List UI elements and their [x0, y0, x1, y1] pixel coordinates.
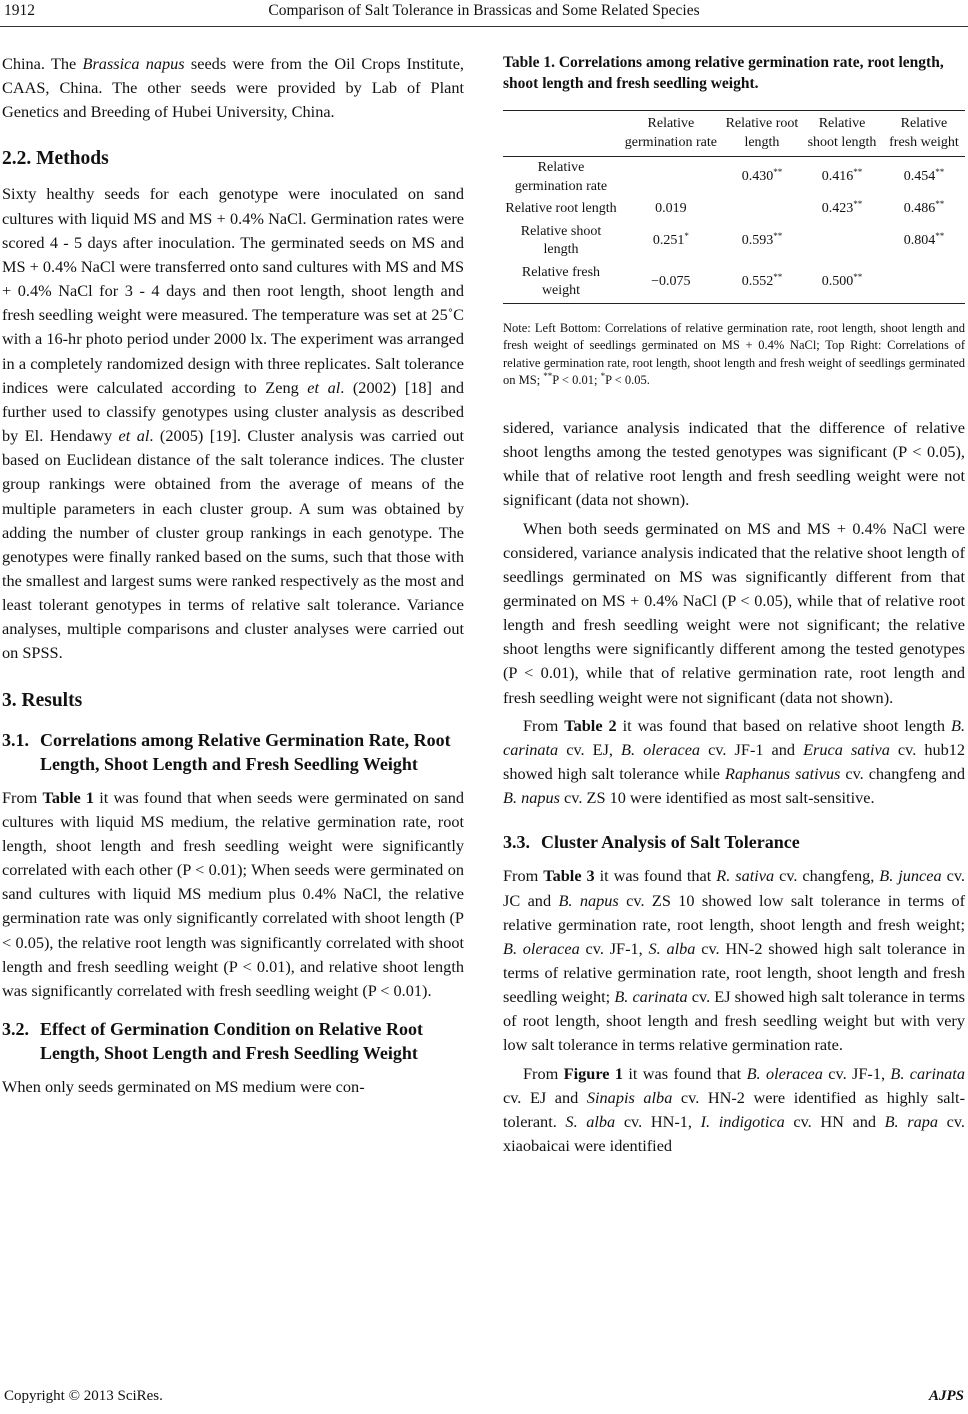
left-column	[2, 52, 464, 1099]
table-row	[503, 221, 965, 262]
table-header-germination: Relative germination rate	[624, 116, 717, 150]
table-cell	[619, 157, 723, 199]
table-cell	[883, 262, 965, 304]
table-cell: 0.486**	[903, 199, 945, 216]
page-footer	[0, 1388, 968, 1410]
heading-3-1-number: 3.1.	[2, 729, 29, 750]
paragraph-variance-both: When both seeds germinated on MS and MS + 0.4% NaCl were considered, variance analysis indicated that the relative shoot length of seedlings germinated on MS was significantly different from that germinated on MS + 0.4% NaCl (P < 0.05), while that of relative root length and fresh seedling weight were not significant; the relative shoot lengths were significantly different among the tested genotypes (P < 0.01), while that of relative germination rate, root length and fresh seedling weight were not significant (data not shown).	[503, 518, 965, 707]
table-cell: 0.019	[655, 201, 687, 216]
row-label: Relative germination rate	[514, 160, 608, 194]
copyright-text: Copyright © 2013 SciRes.	[4, 1388, 163, 1404]
table-header-shoot-length: Relative shoot length	[807, 116, 877, 150]
heading-3-1	[2, 728, 464, 776]
table-header-cell-corner	[503, 111, 619, 157]
heading-3-2-number: 3.2.	[2, 1019, 29, 1039]
row-label: Relative fresh weight	[521, 264, 601, 298]
paragraph-variance-ms: sidered, variance analysis indicated that the difference of relative shoot lengths among the tested genotypes was significant (P < 0.05), while that of relative root length and fresh seedling weight were not significant (data not shown).	[503, 417, 965, 510]
table-header-row	[503, 111, 965, 157]
table-header-root-length: Relative root length	[725, 116, 799, 150]
heading-3-3-number: 3.3.	[503, 832, 530, 853]
paragraph-3-1: From Table 1 it was found that when seeds were germinated on sand cultures with liquid MS medium, the relative germination rate, root length, shoot length and fresh seedling weight were significantly correlated with each other (P < 0.01); When seeds were germinated on sand cultures with liquid MS medium plus 0.4% NaCl, the relative germination rate was only significantly correlated with shoot length (P < 0.05), the relative root length was significantly correlated with shoot length and fresh seedling weight (P < 0.01), and relative shoot length was significantly correlated with fresh seedling weight (P < 0.01).	[2, 787, 464, 1000]
page-header	[0, 0, 968, 30]
table-cell: 0.423**	[821, 199, 863, 216]
heading-3-2	[2, 1017, 464, 1065]
journal-abbreviation: AJPS	[928, 1388, 964, 1404]
row-label: Relative root length	[505, 201, 617, 216]
right-column	[503, 52, 965, 1158]
table-cell: 0.552**	[741, 271, 783, 289]
paragraph-3-2-start: When only seeds germinated on MS medium were con-	[2, 1077, 365, 1096]
header-rule	[0, 26, 968, 27]
heading-results: 3. Results	[2, 689, 83, 711]
table-cell	[801, 221, 883, 262]
table-cell: 0.430**	[741, 167, 783, 185]
paragraph-figure-1: From Figure 1 it was found that B. oleracea cv. JF-1, B. carinata cv. EJ and Sinapis alba cv. HN-2 were identified as highly salt-tolerant. S. alba cv. HN-1, I. indigotica cv. HN and B. rapa cv. xiaobaicai were identified	[503, 1063, 965, 1156]
table-cell: 0.593**	[741, 230, 783, 248]
heading-methods: 2.2. Methods	[2, 148, 109, 170]
table-row	[503, 198, 965, 221]
paragraph-methods: Sixty healthy seeds for each genotype were inoculated on sand cultures with liquid MS and MS + 0.4% NaCl. Germination rates were scored 4 - 5 days after inoculation. The germinated seeds on MS and MS + 0.4% NaCl were transferred onto sand cultures with MS and MS + 0.4% NaCl for 3 - 4 days and then root length, shoot length and fresh seedling weight were measured. The temperature was set at 25˚C with a 16-hr photo period under 2000 lx. The experiment was arranged in a completely randomized design with three replicates. Salt tolerance indices were calculated according to Zeng et al. (2002) [18] and further used to classify genotypes using cluster analysis as described by El. Hendawy et al. (2005) [19]. Cluster analysis was carried out based on Euclidean distance of the salt tolerance indices. The cluster group rankings were obtained from the average of means of the multiple parameters in each cluster group. A sum was obtained by adding the number of cluster group rankings in each genotype. The genotypes were finally ranked based on the sums, such that those with the smallest and largest sums were ranked respectively as the most and least tolerant genotypes in terms of relative salt tolerance. Variance analyses, multiple comparisons and cluster analyses were carried out on SPSS.	[2, 184, 465, 663]
table-cell: −0.075	[651, 273, 691, 289]
table-cell: 0.416**	[821, 167, 863, 185]
table-row	[503, 157, 965, 199]
heading-3-3-title: Cluster Analysis of Salt Tolerance	[541, 832, 800, 853]
row-label: Relative shoot length	[520, 223, 602, 257]
paragraph-table-3: From Table 3 it was found that R. sativa cv. changfeng, B. juncea cv. JC and B. napus cv. ZS 10 showed low salt tolerance in terms of relative germination rate, root length, shoot length and fresh weight; B. oleracea cv. JF-1, S. alba cv. HN-2 showed high salt tolerance in terms of relative germination rate, root length, shoot length and fresh seedling weight; B. carinata cv. EJ showed high salt tolerance in terms of root length, shoot length and fresh seedling weight but with very low salt tolerance in terms relative germination rate.	[503, 866, 966, 1055]
table-cell: 0.251*	[652, 230, 689, 248]
heading-3-1-title: Correlations among Relative Germination Rate, Root Length, Shoot Length and Fresh Seedling Weight	[40, 729, 451, 774]
table-cell: 0.500**	[821, 271, 863, 289]
paragraph-seed-sources: China. The Brassica napus seeds were from the Oil Crops Institute, CAAS, China. The other seeds were provided by Lab of Plant Genetics and Breeding of Hubei University, China.	[2, 54, 464, 122]
heading-3-2-title: Effect of Germination Condition on Relative Root Length, Shoot Length and Fresh Seedling Weight	[40, 1019, 423, 1063]
heading-3-3	[503, 830, 965, 854]
page-number: 1912	[4, 2, 35, 19]
table-1-title: Table 1. Correlations among relative germination rate, root length, shoot length and fresh seedling weight.	[503, 54, 944, 92]
table-row	[503, 262, 965, 304]
paragraph-table-2: From Table 2 it was found that based on relative shoot length B. carinata cv. EJ, B. oleracea cv. JF-1 and Eruca sativa cv. hub12 showed high salt tolerance while Raphanus sativus cv. changfeng and B. napus cv. ZS 10 were identified as most salt-sensitive.	[503, 715, 966, 808]
table-cell	[723, 198, 801, 221]
table-header-fresh-weight: Relative fresh weight	[889, 116, 959, 150]
running-title: Comparison of Salt Tolerance in Brassicas and Some Related Species	[268, 2, 700, 19]
table-1	[503, 110, 965, 304]
table-cell: 0.804**	[903, 230, 945, 248]
table-1-note: Note: Left Bottom: Correlations of relative germination rate, root length, shoot length and fresh weight of seedlings germinated on MS + 0.4% NaCl; Top Right: Correlations of relative germination rate, root length, shoot length and fresh weight of seedlings germinated on MS; **P < 0.01; *P < 0.05.	[503, 320, 965, 388]
table-cell: 0.454**	[903, 167, 945, 185]
